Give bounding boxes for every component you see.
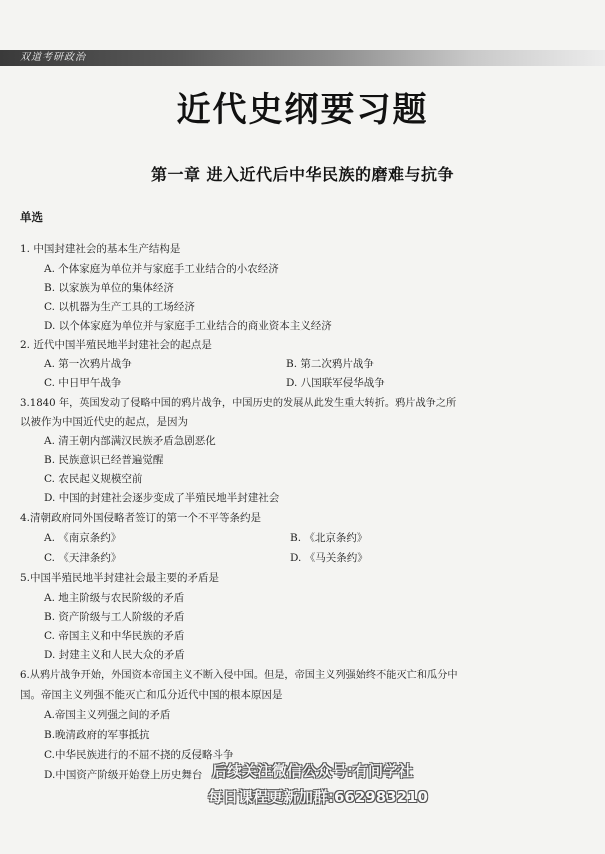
question-option: B. 民族意识已经普遍觉醒 <box>44 454 164 466</box>
question-option: C. 以机器为生产工具的工场经济 <box>44 301 195 313</box>
question-option: D. 八国联军侵华战争 <box>286 377 385 389</box>
section-label: 单选 <box>20 210 43 224</box>
question-option: D.中国资产阶级开始登上历史舞台 <box>44 769 203 781</box>
question-option: B. 《北京条约》 <box>290 532 368 544</box>
question-option: C. 农民起义规模空前 <box>44 473 143 485</box>
question-option: B. 以家族为单位的集体经济 <box>44 282 174 294</box>
question-option: D. 中国的封建社会逐步变成了半殖民地半封建社会 <box>44 492 280 504</box>
question-stem-continued: 以被作为中国近代史的起点，是因为 <box>20 416 188 428</box>
question-stem-continued: 国。帝国主义列强不能灭亡和瓜分近代中国的根本原因是 <box>20 689 283 701</box>
watermark-line-2: 每日课程更新加群:662983210 <box>208 788 428 806</box>
question-stem: 5.中国半殖民地半封建社会最主要的矛盾是 <box>20 572 220 584</box>
question-option: A. 个体家庭为单位并与家庭手工业结合的小农经济 <box>44 263 279 275</box>
question-option: A. 清王朝内部满汉民族矛盾急剧恶化 <box>44 435 216 447</box>
question-option: D. 封建主义和人民大众的矛盾 <box>44 649 185 661</box>
question-option: B.晚清政府的军事抵抗 <box>44 729 150 741</box>
question-option: C. 帝国主义和中华民族的矛盾 <box>44 630 185 642</box>
question-option: D. 《马关条约》 <box>290 552 368 564</box>
question-option: C. 中日甲午战争 <box>44 377 122 389</box>
question-option: B. 第二次鸦片战争 <box>286 358 374 370</box>
question-option: C. 《天津条约》 <box>44 552 122 564</box>
question-stem: 1. 中国封建社会的基本生产结构是 <box>20 243 181 255</box>
chapter-title: 第一章 进入近代后中华民族的磨难与抗争 <box>150 165 455 184</box>
question-option: A. 第一次鸦片战争 <box>44 358 132 370</box>
question-stem: 3.1840 年，英国发动了侵略中国的鸦片战争，中国历史的发展从此发生重大转折。鸦片战争之所 <box>20 398 457 409</box>
page-title: 近代史纲要习题 <box>176 90 429 130</box>
question-option: B. 资产阶级与工人阶级的矛盾 <box>44 611 185 623</box>
question-option: A. 地主阶级与农民阶级的矛盾 <box>44 592 185 604</box>
question-option: A.帝国主义列强之间的矛盾 <box>44 709 171 721</box>
question-stem: 4.清朝政府同外国侵略者签订的第一个不平等条约是 <box>20 512 262 524</box>
question-option: C.中华民族进行的不屈不挠的反侵略斗争 <box>44 749 234 761</box>
question-stem: 2. 近代中国半殖民地半封建社会的起点是 <box>20 339 212 351</box>
header-band <box>0 50 605 66</box>
watermark-line-1: 后续关注微信公众号:有间学社 <box>212 762 413 780</box>
question-option: D. 以个体家庭为单位并与家庭手工业结合的商业资本主义经济 <box>44 320 332 332</box>
question-option: A. 《南京条约》 <box>44 532 122 544</box>
question-stem: 6.从鸦片战争开始，外国资本帝国主义不断入侵中国。但是，帝国主义列强始终不能灭亡和瓜分中 <box>20 670 458 681</box>
header-band-text: 双道考研政治 <box>20 52 86 63</box>
